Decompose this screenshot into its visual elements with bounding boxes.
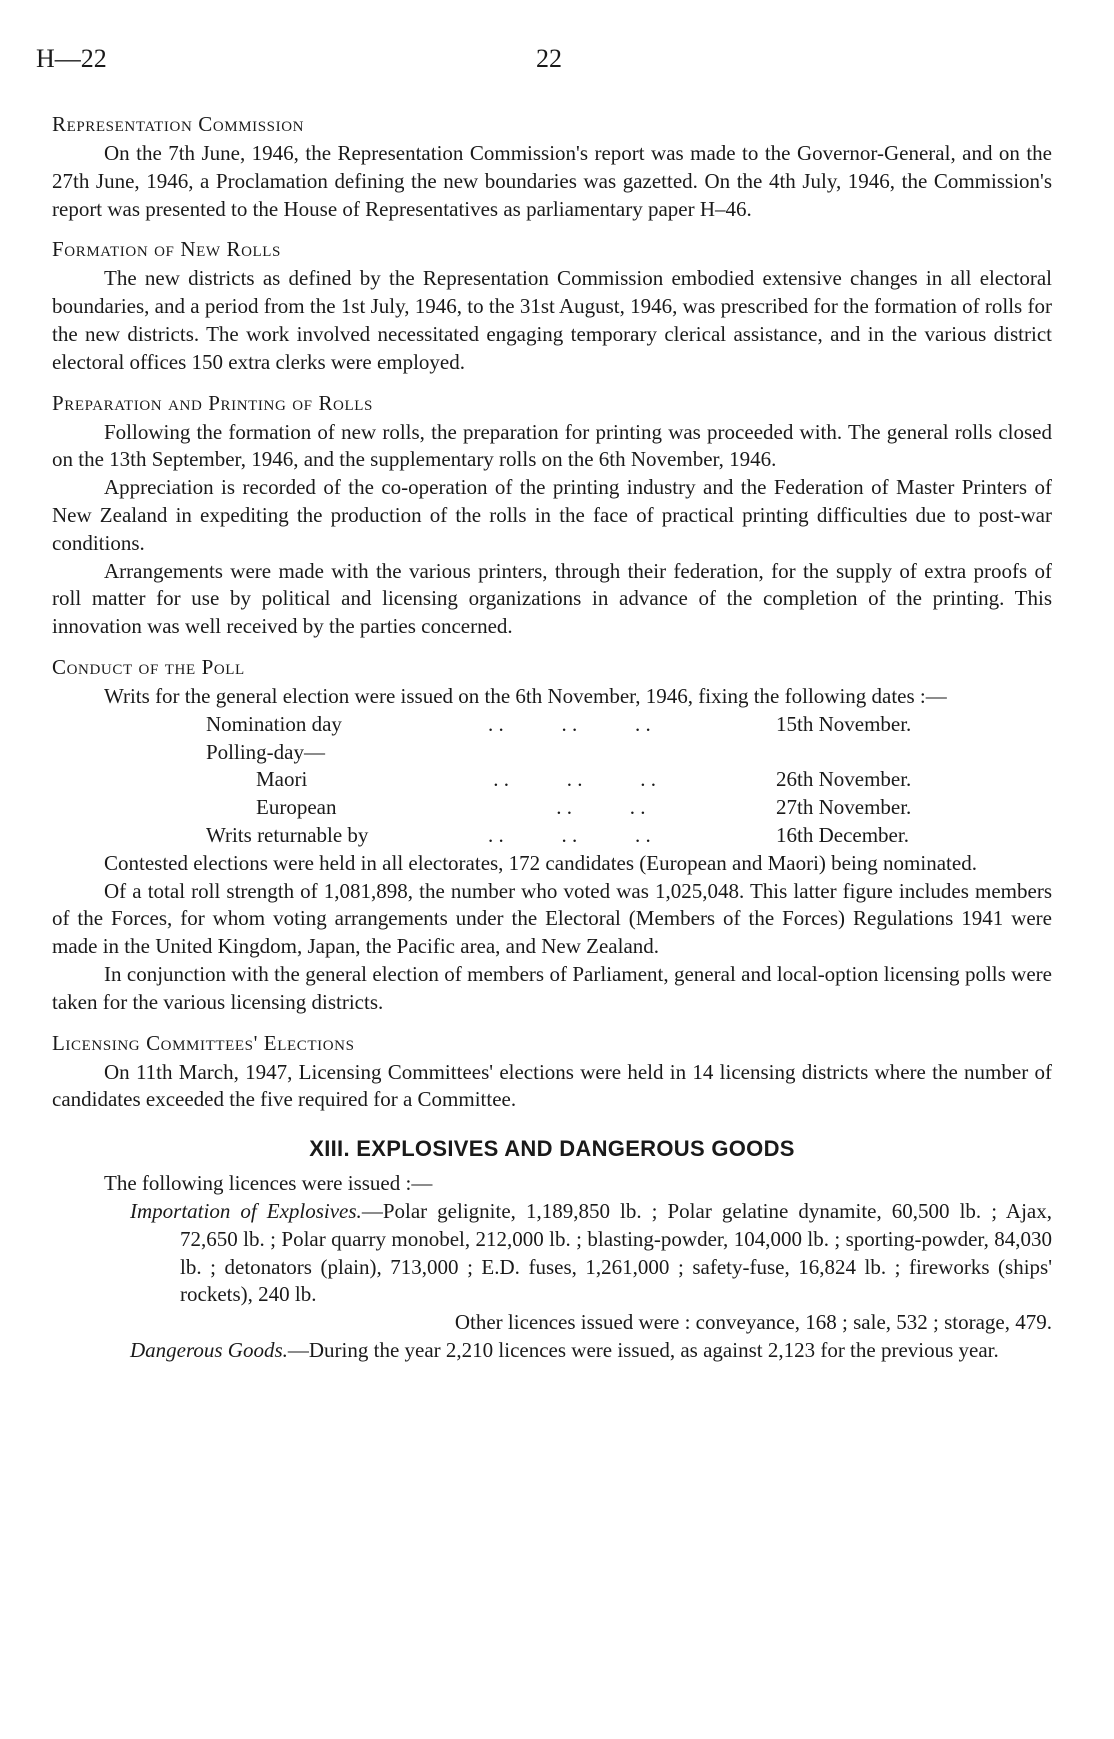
date-row-european: European . . . . 27th November. bbox=[256, 795, 912, 820]
election-dates-list bbox=[52, 711, 1052, 850]
chapter-title-explosives: XIII. EXPLOSIVES AND DANGEROUS GOODS bbox=[309, 1136, 795, 1162]
date-row-writs: Writs returnable by . . . . . . 16th December. bbox=[206, 822, 909, 847]
document-code: H—22 bbox=[36, 44, 107, 73]
conduct-paragraph: Contested elections were held in all electorates, 172 candidates (European and Maori) being nominated. bbox=[104, 850, 977, 875]
date-row-polling: Polling-day— bbox=[206, 739, 325, 764]
formation-paragraph: The new districts as defined by the Representation Commission embodied extensive changes in all electoral boundaries, and a period from the 1st July, 1946, to the 31st August, 1946, was prescribed for the formation of rolls for the new districts. The work involved necessitated engaging temporary clerical assistance, and in the various district electoral offices 150 extra clerks were employed. bbox=[52, 266, 1052, 374]
section-heading-formation: Formation of New Rolls bbox=[52, 237, 281, 262]
section-heading-representation: Representation Commission bbox=[52, 112, 305, 136]
preparation-paragraph: Appreciation is recorded of the co-operation of the printing industry and the Federation of Master Printers of New Zealand in expediting the production of the rolls in the face of practical printing difficulties due to post-war conditions. bbox=[52, 475, 1052, 555]
section-heading-licensing: Licensing Committees' Elections bbox=[52, 1030, 355, 1055]
explosives-intro: The following licences were issued :— bbox=[104, 1171, 433, 1196]
page-number: 22 bbox=[536, 44, 562, 73]
date-row-nomination: Nomination day . . . . . . 15th November. bbox=[206, 711, 912, 736]
licensing-paragraph: On 11th March, 1947, Licensing Committees' elections were held in 14 licensing districts where the number of candidates exceeded the five required for a Committee. bbox=[52, 1059, 1052, 1112]
importation-label: Importation of Explosives. bbox=[130, 1198, 362, 1223]
dangerous-goods-entry bbox=[52, 1337, 1052, 1365]
representation-paragraph: On the 7th June, 1946, the Representation Commission's report was made to the Governor-General, and on the 27th June, 1946, a Proclamation defining the new boundaries was gazetted. On the 4th July, 1946, the Commission's report was presented to the House of Representatives as parliamentary paper H–46. bbox=[52, 141, 1052, 221]
conduct-intro: Writs for the general election were issued on the 6th November, 1946, fixing the following dates :— bbox=[104, 683, 947, 708]
preparation-paragraph: Arrangements were made with the various printers, through their federation, for the supply of extra proofs of roll matter for use by political and licensing organizations in advance of the completion of the printing. This innovation was well received by the parties concerned. bbox=[52, 558, 1052, 639]
dangerous-goods-text: —During the year 2,210 licences were issued, as against 2,123 for the previous year. bbox=[287, 1337, 999, 1362]
dangerous-goods-label: Dangerous Goods. bbox=[130, 1337, 288, 1362]
date-row-maori: Maori . . . . . . 26th November. bbox=[256, 767, 912, 792]
other-licences: Other licences issued were : conveyance, 168 ; sale, 532 ; storage, 479. bbox=[454, 1310, 1052, 1335]
preparation-paragraph: Following the formation of new rolls, the preparation for printing was proceeded with. The general rolls closed on the 13th September, 1946, and the supplementary rolls on the 6th November, 1946. bbox=[52, 419, 1052, 472]
section-heading-conduct: Conduct of the Poll bbox=[52, 654, 245, 679]
section-heading-preparation: Preparation and Printing of Rolls bbox=[52, 390, 373, 415]
importation-text: —Polar gelignite, 1,189,850 lb. ; Polar gelatine dynamite, 60,500 lb. ; Ajax, 72,650 lb. ; Polar quarry monobel, 212,000 lb. ; blasting-powder, 104,000 lb. ; sporting-powder, 84,030 lb. ; detonators (plain), 713,000 ; E.D. fuses, 1,261,000 ; safety-fuse, 16,824 lb. ; fireworks (ships' rockets), 240 lb. bbox=[180, 1198, 1052, 1307]
page-header bbox=[36, 44, 1046, 84]
importation-entry bbox=[52, 1198, 1052, 1309]
document-body bbox=[52, 112, 1052, 1365]
conduct-paragraph: In conjunction with the general election of members of Parliament, general and local-option licensing polls were taken for the various licensing districts. bbox=[52, 961, 1052, 1014]
conduct-paragraph: Of a total roll strength of 1,081,898, the number who voted was 1,025,048. This latter figure includes members of the Forces, for whom voting arrangements under the Electoral (Members of the Forces) Regulations 1941 were made in the United Kingdom, Japan, the Pacific area, and New Zealand. bbox=[52, 878, 1052, 959]
